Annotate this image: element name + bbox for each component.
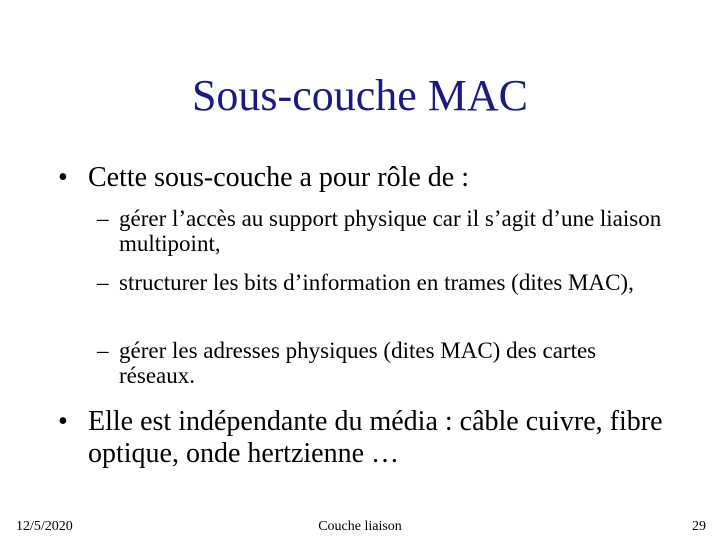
sub-bullet-text: structurer les bits d’information en trames (dites MAC), [119, 270, 634, 295]
bullet-marker: • [58, 162, 68, 193]
bullet-text: Elle est indépendante du média : câble cuivre, fibre optique, onde hertzienne … [88, 406, 663, 469]
bullet-marker: • [58, 406, 68, 437]
page-number: 29 [692, 519, 706, 534]
footer-date: 12/5/2020 [16, 519, 73, 534]
footer-title: Couche liaison [318, 519, 402, 534]
bullet-text: Cette sous-couche a pour rôle de : [88, 162, 469, 193]
sub-bullet-item [97, 206, 677, 256]
sub-bullet-marker: – [97, 270, 109, 295]
slide-title: Sous-couche MAC [191, 71, 529, 120]
sub-bullet-text: gérer l’accès au support physique car il s’agit d’une liaison multipoint, [119, 206, 662, 256]
sub-bullet-marker: – [97, 206, 109, 231]
sub-bullet-marker: – [97, 338, 109, 363]
sub-bullet-item [97, 270, 677, 295]
sub-bullet-item [97, 338, 677, 388]
bullet-item [58, 406, 678, 470]
sub-bullet-text: gérer les adresses physiques (dites MAC) des cartes réseaux. [119, 338, 597, 388]
bullet-item [58, 162, 678, 194]
